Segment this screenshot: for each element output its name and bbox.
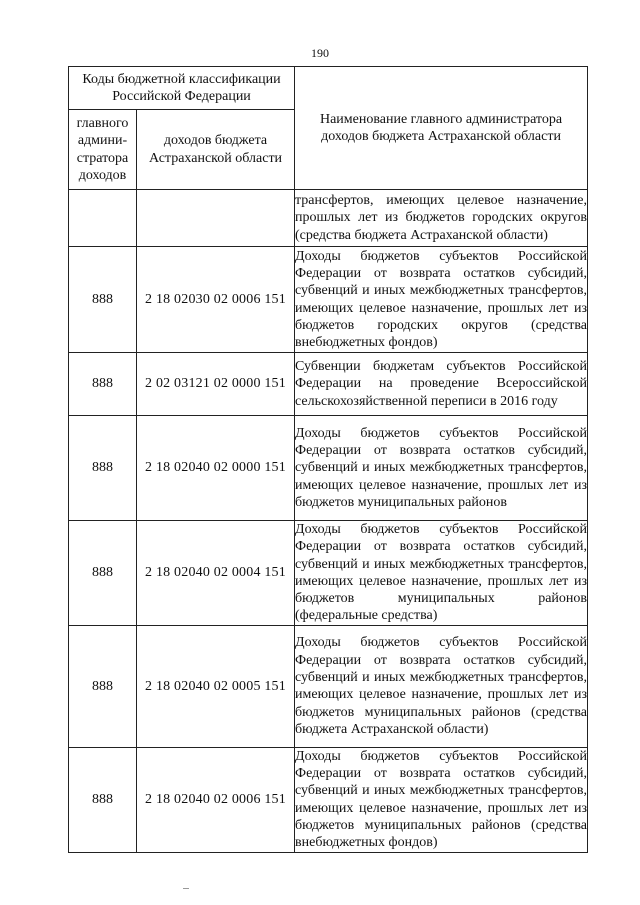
income-description-text: Доходы бюджетов субъектов Российской Федерации от возврата остатков субсидий, субвенций и иных межбюджетных трансфертов, имеющих целевое назначение, прошлых лет из бюджетов муниципальных районов (средства внебюджетных фондов) xyxy=(295,748,588,851)
table-row xyxy=(69,625,588,747)
income-code-cell: 2 02 03121 02 0000 151 xyxy=(137,353,295,416)
administrator-code-cell: 888 xyxy=(69,625,137,747)
income-description-cell xyxy=(295,625,588,747)
header-main-administrator: главного админи-стратора доходов xyxy=(69,110,137,190)
income-description-cell xyxy=(295,353,588,416)
income-code-cell: 2 18 02040 02 0005 151 xyxy=(137,625,295,747)
table-row xyxy=(69,353,588,416)
income-description-text: Доходы бюджетов субъектов Российской Федерации от возврата остатков субсидий, субвенций и иных межбюджетных трансфертов, имеющих целевое назначение, прошлых лет из бюджетов муниципальных районов (федеральные средства) xyxy=(295,522,588,624)
income-description-text: Доходы бюджетов субъектов Российской Федерации от возврата остатков субсидий, субвенций и иных межбюджетных трансфертов, имеющих целевое назначение, прошлых лет из бюджетов муниципальных районов (средства бюджета Астраханской области) xyxy=(295,635,588,737)
administrator-code-cell: 888 xyxy=(69,247,137,353)
table-row xyxy=(69,190,588,247)
table-row xyxy=(69,416,588,521)
income-description-cell xyxy=(295,747,588,852)
table-header-row xyxy=(69,67,588,110)
income-description-text: Субвенции бюджетам субъектов Российской Федерации на проведение Всероссийской сельскохозяйственной переписи в 2016 году xyxy=(295,359,588,409)
income-description-cell xyxy=(295,521,588,626)
administrator-code-cell: 888 xyxy=(69,521,137,626)
income-description-cell xyxy=(295,416,588,521)
income-description-text: Доходы бюджетов субъектов Российской Федерации от возврата остатков субсидий, субвенций и иных межбюджетных трансфертов, имеющих целевое назначение, прошлых лет из бюджетов городских округов (средства внебюджетных фондов) xyxy=(295,248,588,351)
administrator-code-cell xyxy=(69,190,137,247)
budget-classification-table xyxy=(68,66,588,853)
income-code-cell: 2 18 02040 02 0000 151 xyxy=(137,416,295,521)
administrator-code-cell: 888 xyxy=(69,416,137,521)
income-code-cell: 2 18 02040 02 0004 151 xyxy=(137,521,295,626)
income-code-cell: 2 18 02030 02 0006 151 xyxy=(137,247,295,353)
income-code-cell: 2 18 02040 02 0006 151 xyxy=(137,747,295,852)
header-administrator-name: Наименование главного администратора доходов бюджета Астраханской области xyxy=(295,67,588,190)
table-row xyxy=(69,521,588,626)
table-row xyxy=(69,747,588,852)
page-number: 190 xyxy=(311,46,329,60)
administrator-code-cell: 888 xyxy=(69,353,137,416)
table-body xyxy=(69,190,588,853)
income-code-cell xyxy=(137,190,295,247)
footer-mark xyxy=(183,888,189,889)
header-income-code: доходов бюджета Астраханской области xyxy=(137,110,295,190)
income-description-text: Доходы бюджетов субъектов Российской Федерации от возврата остатков субсидий, субвенций и иных межбюджетных трансфертов, имеющих целевое назначение, прошлых лет из бюджетов муниципальных районов xyxy=(295,425,588,510)
income-description-cell xyxy=(295,190,588,247)
administrator-code-cell: 888 xyxy=(69,747,137,852)
table-row xyxy=(69,247,588,353)
header-codes-group: Коды бюджетной классификации Российской Федерации xyxy=(69,67,295,110)
income-description-cell xyxy=(295,247,588,353)
income-description-text: трансфертов, имеющих целевое назначение, прошлых лет из бюджетов городских округов (средства бюджета Астраханской области) xyxy=(295,193,588,243)
